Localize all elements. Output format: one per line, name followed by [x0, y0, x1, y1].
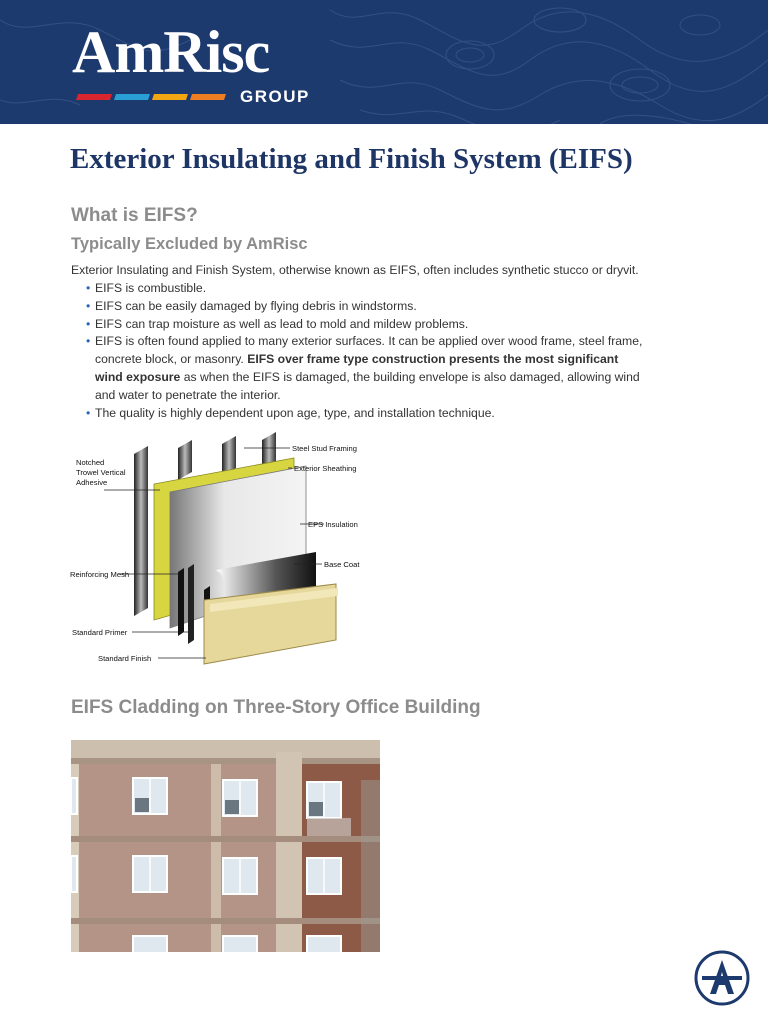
bullet-text: as when the EIFS is damaged, the building envelope is also damaged, allowing wind and water to penetrate the interior. — [95, 369, 640, 402]
header-banner — [0, 0, 768, 124]
section-subheading-excluded: Typically Excluded by AmRisc — [71, 235, 308, 253]
building-photo — [71, 740, 380, 952]
intro-paragraph: Exterior Insulating and Finish System, otherwise known as EIFS, often includes synthetic stucco or dryvit. — [71, 263, 639, 277]
page-title: Exterior Insulating and Finish System (EIFS) — [70, 143, 633, 175]
label-reinforcing-mesh: Reinforcing Mesh — [70, 570, 130, 579]
label-notched-2: Trowel Vertical — [76, 468, 126, 477]
label-exterior-sheathing: Exterior Sheathing — [294, 464, 357, 473]
label-notched-3: Adhesive — [76, 478, 108, 487]
reinforcing-mesh — [178, 568, 184, 636]
bullet-item: • The quality is highly dependent upon age, type, and installation technique. — [86, 405, 646, 423]
label-standard-primer: Standard Primer — [72, 628, 128, 637]
bullet-item — [86, 333, 646, 404]
label-eps-insulation: EPS Insulation — [308, 520, 358, 529]
amrisc-emblem-icon — [694, 950, 750, 1006]
section-heading-cladding: EIFS Cladding on Three-Story Office Building — [71, 697, 481, 718]
section-heading-what-is-eifs: What is EIFS? — [71, 205, 198, 226]
label-steel-stud: Steel Stud Framing — [292, 444, 357, 453]
bullet-item: • EIFS can be easily damaged by flying debris in windstorms. — [86, 298, 646, 316]
logo-group-text: GROUP — [240, 87, 310, 106]
label-standard-finish: Standard Finish — [98, 654, 152, 663]
bullet-bold-text: EIFS over frame type construction presents the most significant wind exposure — [95, 352, 619, 384]
eifs-layer-diagram — [66, 432, 372, 670]
bullet-list — [86, 280, 646, 422]
label-base-coat: Base Coat — [324, 560, 360, 569]
bullet-item: • EIFS can trap moisture as well as lead to mold and mildew problems. — [86, 316, 646, 334]
logo-color-bars — [76, 94, 228, 100]
label-notched-1: Notched — [76, 458, 105, 467]
logo-wordmark: AmRisc — [72, 19, 270, 85]
bullet-text: EIFS is often found applied to many exterior surfaces. It can be applied over wood frame, steel frame, concrete block, or masonry. — [95, 334, 643, 367]
bullet-item: • EIFS is combustible. — [86, 280, 646, 298]
